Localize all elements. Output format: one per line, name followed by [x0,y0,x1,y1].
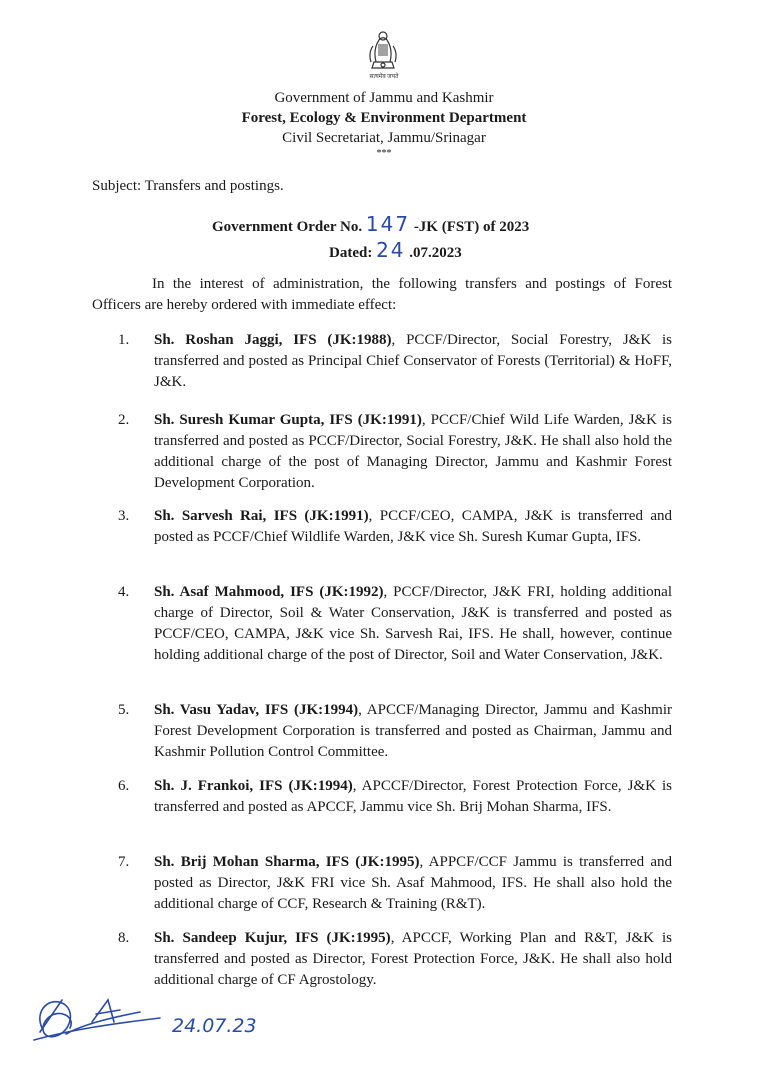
order-heading [212,213,529,265]
order-prefix: Government Order No. [212,219,363,235]
item-text: , PCCF/CEO, CAMPA, J&K is transferred and posted as PCCF/Chief Wildlife Warden, J&K vice Sh. Suresh Kumar Gupta, IFS. [154,508,672,545]
department-name: Forest, Ecology & Environment Department [241,110,527,126]
government-name: Government of Jammu and Kashmir [274,90,494,106]
item-text: , APCCF/Managing Director, Jammu and Kashmir Forest Development Corporation is transferred and posted as Chairman, Jammu and Kashmir Pollution Control Committee. [154,702,672,760]
item-number: 1. [118,332,130,348]
officer-name: Sh. Brij Mohan Sharma, IFS (JK:1995) [154,854,420,870]
item-number: 4. [118,584,130,600]
emblem-motto: सत्यमेव जयते [369,74,399,80]
item-text: , PCCF/Director, Social Forestry, J&K is transferred and posted as Principal Chief Conservator of Forests (Territorial) & HoFF, J&K. [154,332,672,390]
officer-name: Sh. Vasu Yadav, IFS (JK:1994) [154,702,359,718]
item-number: 8. [118,930,130,946]
officer-name: Sh. J. Frankoi, IFS (JK:1994) [154,778,353,794]
item-text: , APPCF/CCF Jammu is transferred and posted as Director, J&K FRI vice Sh. Asaf Mahmood, IFS. He shall also hold the additional charge of CCF, Research & Training (R&T). [154,854,672,912]
item-text: , PCCF/Chief Wild Life Warden, J&K is transferred and posted as PCCF/Director, Social Forestry, J&K. He shall also hold the additional charge of the post of Managing Director, Jammu and Kashmir Forest Development Corporation. [154,412,672,491]
office-address: Civil Secretariat, Jammu/Srinagar [282,130,486,146]
officer-name: Sh. Asaf Mahmood, IFS (JK:1992) [154,584,384,600]
handwritten-signature [30,988,290,1058]
order-day-handwritten: 24 [376,238,406,262]
officer-name: Sh. Roshan Jaggi, IFS (JK:1988) [154,332,392,348]
officer-name: Sh. Suresh Kumar Gupta, IFS (JK:1991) [154,412,422,428]
letterhead [0,88,768,160]
item-number: 6. [118,778,130,794]
intro-paragraph: In the interest of administration, the following transfers and postings of Forest Officers are hereby ordered with immediate effect: [92,276,672,313]
signature-date: 24.07.23 [172,1015,257,1037]
item-text: , PCCF/Director, J&K FRI, holding additional charge of Director, Soil & Water Conservation, J&K is transferred and posted as PCCF/CEO, CAMPA, J&K vice Sh. Sarvesh Rai, IFS. He shall, however, continue holding additional charge of the post of Director, Soil and Water Conservation, J&K. [154,584,672,663]
header-separator: *** [376,148,392,159]
subject-line: Subject: Transfers and postings. [92,178,284,194]
item-number: 7. [118,854,130,870]
order-suffix: -JK (FST) of 2023 [413,219,530,235]
officer-name: Sh. Sandeep Kujur, IFS (JK:1995) [154,930,391,946]
date-suffix: .07.2023 [409,245,462,261]
order-number-handwritten: 147 [365,212,411,236]
item-text: , APCCF/Director, Forest Protection Force, J&K is transferred and posted as APCCF, Jammu vice Sh. Brij Mohan Sharma, IFS. [154,778,672,815]
item-text: , APCCF, Working Plan and R&T, J&K is transferred and posted as Director, Forest Protection Force, J&K. He shall also hold additional charge of CF Agrostology. [154,930,672,988]
item-number: 5. [118,702,130,718]
officer-name: Sh. Sarvesh Rai, IFS (JK:1991) [154,508,369,524]
dated-label: Dated: [329,245,373,261]
item-number: 3. [118,508,130,524]
item-number: 2. [118,412,130,428]
